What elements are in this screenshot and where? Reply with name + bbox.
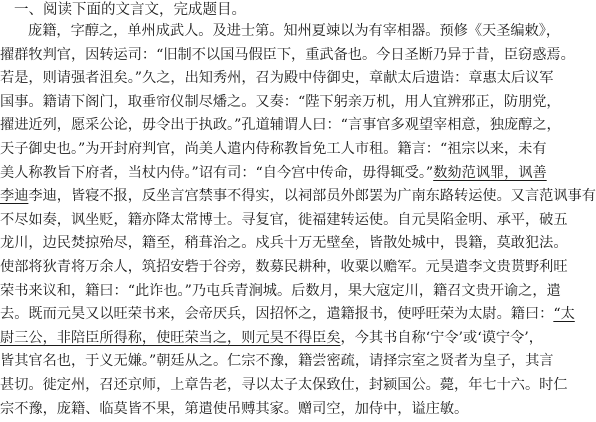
line-text: 去。既而元昊又以旺荣书来，会帝厌兵，因招怀之，遣籍报书，使呼旺荣为太尉。籍曰：: [0, 306, 554, 323]
passage-line: [0, 327, 596, 351]
line-text: 国事。籍请下阁门，取垂帘仪制尽燔之。又奏：“陛下躬亲万机，用人宜辨邪正，防朋党，: [0, 93, 561, 110]
line-text: 使部将狄青将万余人，筑招安砦于谷旁，数募民耕种，收粟以赡军。元昊遣李文贵贳野利旺: [0, 258, 568, 275]
passage-line: [0, 232, 596, 256]
line-text: 美人称教旨下府者，当杖内侍。”诏有司：“自今宫中传命，毋得辄受。”: [0, 164, 434, 181]
underlined-sentence: 数劾范讽罪，讽善: [433, 164, 547, 181]
line-text: ，今其书自称‘宁令’或‘谟宁令’，: [340, 329, 543, 346]
underlined-sentence: 尉三公，非陪臣所得称，使旺荣当之，则元昊不得臣矣: [0, 329, 341, 346]
passage-line: [0, 209, 596, 233]
passage-line: [0, 91, 596, 115]
line-text: 天子御史也。”为开封府判官，尚美人遣内侍称教旨免工人市租。籍言：“祖宗以来，未有: [0, 140, 547, 157]
line-text: 不尽如奏，讽坐贬，籍亦降太常博士。寻复官，徙福建转运使。自元昊陷金明、承平，破五: [0, 211, 568, 228]
line-text: 荣书来议和，籍曰：“此诈也。”乃屯兵青涧城。后数月，果大寇定川，籍召文贵开谕之，遣: [0, 282, 561, 299]
passage-line: [0, 303, 596, 327]
passage-line: [0, 162, 596, 186]
question-heading: 一、阅读下面的文言文，完成题目。: [14, 2, 246, 18]
passage-line: [0, 67, 596, 91]
line-text: 庞籍，字醇之，单州成武人。及进士第。知州夏竦以为有宰相器。预修《天圣编敕》，: [28, 23, 561, 39]
line-text: 皆其官名也，于义无嫌。”朝廷从之。仁宗不豫，籍尝密疏，请择宗室之贤者为皇子，其言: [0, 353, 554, 370]
underlined-sentence: 李迪: [0, 188, 29, 205]
passage-line: [0, 138, 596, 162]
passage-line: [0, 256, 596, 280]
passage-line: [0, 398, 596, 422]
line-text: 李迪，皆寝不报，反坐言宫禁事不得实，以祠部员外郎罢为广南东路转运使。又言范讽事有: [28, 188, 596, 205]
passage-line: [0, 374, 596, 398]
underlined-sentence: “太: [553, 306, 575, 323]
passage-line: [0, 185, 596, 209]
line-text: 龙川，边民焚掠殆尽，籍至，稍葺治之。戍兵十万无壁垒，皆散处城中，畏籍，莫敢犯法。: [0, 235, 568, 252]
line-text: 若是，则请强者沮矣。”久之，出知秀州，召为殿中侍御史，章献太后遗诰：章惠太后议军: [0, 70, 554, 87]
passage-line: [0, 350, 596, 374]
passage-line: [0, 114, 596, 138]
line-text: 擢进近列，愿采公论，毋令出于执政。”孔道辅谓人曰：“言事官多观望宰相意，独庞醇之，: [0, 117, 561, 134]
line-text: 甚切。徙定州，召还京师，上章告老，寻以太子太保致仕，封颍国公。薨，年七十六。时仁: [0, 376, 568, 393]
passage-line: [0, 44, 596, 68]
passage-text: [0, 20, 596, 422]
passage-line: [0, 20, 596, 44]
line-text: 擢群牧判官，因转运司：“旧制不以国马假臣下，重武备也。今日圣断乃异于昔，臣窃惑焉。: [0, 46, 575, 63]
passage-line: [0, 280, 596, 304]
line-text: 宗不豫，庞籍、临莫皆不果，第遣使吊赙其家。赠司空，加侍中，谥庄敏。: [0, 400, 469, 417]
